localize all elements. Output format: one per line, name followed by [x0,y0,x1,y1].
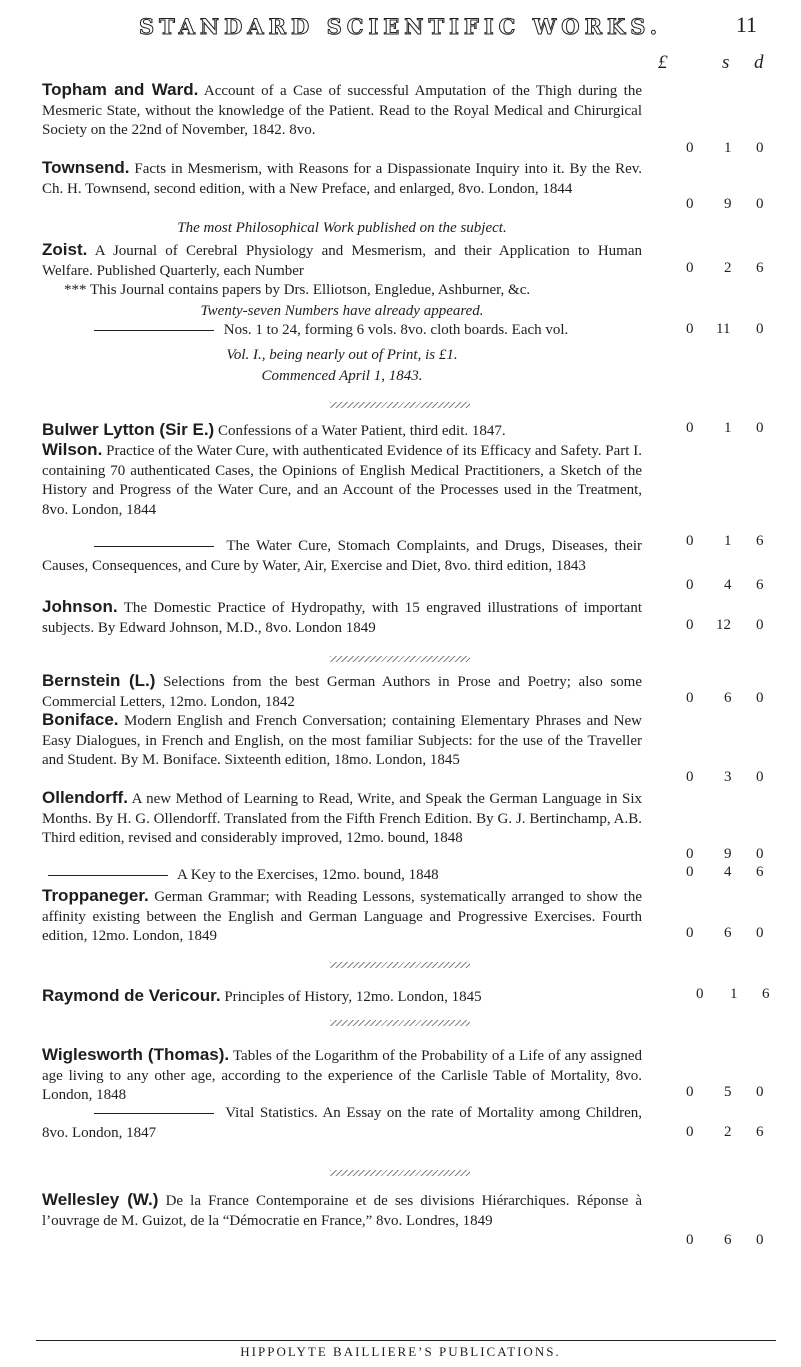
entry-author: Wilson. [42,440,103,459]
price-pence: 0 [756,140,764,156]
entry-water-cure [42,537,642,576]
entry-author: Bernstein (L.) [42,671,156,690]
entry-vital-statistics [42,1104,642,1143]
entry-zoist [42,240,642,281]
price-pence: 0 [756,925,764,941]
page-number: 11 [735,12,757,37]
price-shillings: 11 [716,321,731,337]
price-pence: 0 [756,1084,764,1100]
price-pence: 0 [756,690,764,706]
zoist-commenced-note: Commenced April 1, 1843. [261,368,423,384]
entry-troppaneger [42,886,642,947]
entry-author: Ollendorff. [42,788,128,807]
entry-author: Zoist. [42,240,88,259]
price-shillings: 6 [724,690,732,706]
price-pounds: 0 [686,140,694,156]
entry-bernstein [42,671,642,712]
entry-wellesley [42,1190,642,1231]
entry-description: The Water Cure, Stomach Complaints, and Drugs, Diseases, their Causes, Consequences, and Cure by Water, Air, Exercise and Diet, 8vo. third edition, 1843 [42,538,642,574]
entry-ollendorff [42,788,642,849]
price-shillings: 1 [724,140,732,156]
ditto-dash [94,546,214,547]
entry-townsend [42,158,642,199]
ornamental-divider [330,962,470,968]
price-pence: 0 [756,846,764,862]
price-pounds: 0 [686,1232,694,1248]
price-shillings: 1 [724,533,732,549]
price-pence: 6 [762,986,770,1002]
price-pounds: 0 [686,769,694,785]
price-pence: 6 [756,577,764,593]
entry-description: De la France Contemporaine et de ses divisions Hiérarchiques. Réponse à l’ouvrage de M. Guizot, de la “Démocratie en France,” 8vo. Londres, 1849 [42,1193,643,1229]
price-pounds: 0 [696,986,704,1002]
price-pounds: 0 [686,196,694,212]
entry-description: Vital Statistics. An Essay on the rate of Mortality among Children, 8vo. London, 1847 [42,1105,642,1141]
entry-raymond-de-vericour [42,986,662,1008]
price-shillings: 2 [724,260,732,276]
entry-wiglesworth [42,1045,642,1106]
price-pence: 0 [756,1232,764,1248]
entry-description: Confessions of a Water Patient, third edit. 1847. [217,423,506,439]
price-shillings: 9 [724,196,732,212]
entry-description: Account of a Case of successful Amputation of the Thigh during the Mesmeric State, without the knowledge of the Patient. Read to the Royal Medical and Chirurgical Society on the 22nd of November, 1842. 8vo. [42,83,642,138]
price-shillings: 1 [724,420,732,436]
footer-imprint: HIPPOLYTE BAILLIERE’S PUBLICATIONS. [240,1344,561,1359]
ornamental-divider [330,656,470,662]
price-shillings: 4 [724,577,732,593]
price-pounds: 0 [686,617,694,633]
entry-author: Boniface. [42,710,119,729]
price-shillings: 1 [730,986,738,1002]
price-pence: 6 [756,533,764,549]
price-pounds: 0 [686,864,694,880]
price-pounds: 0 [686,321,694,337]
zoist-contributors-note: *** This Journal contains papers by Drs. Elliotson, Engledue, Ashburner, &c. [64,282,531,298]
price-pounds: 0 [686,1124,694,1140]
price-pounds: 0 [686,260,694,276]
townsend-note: The most Philosophical Work published on the subject. [177,220,507,236]
entry-description: German Grammar; with Reading Lessons, systematically arranged to show the affinity existing between the English and German Language and Progressive Exercises. Fourth edition, 12mo. London, 1849 [42,889,642,944]
price-pounds: 0 [686,1084,694,1100]
pence-heading: d [754,52,764,73]
price-pence: 6 [756,864,764,880]
entry-description: The Domestic Practice of Hydropathy, with 15 engraved illustrations of important subjects. By Edward Johnson, M.D., 8vo. London 1849 [42,600,643,636]
entry-description: Principles of History, 12mo. London, 1845 [224,989,482,1005]
entry-author: Bulwer Lytton (Sir E.) [42,420,215,439]
zoist-vol-one-note: Vol. I., being nearly out of Print, is £1. [226,347,458,363]
entry-description: A new Method of Learning to Read, Write, and Speak the German Language in Six Months. By H. G. Ollendorff. Translated from the Fifth French Edition. By G. J. Bertinchamp, A.B. Third edition, revised and considerably improved, 12mo. bound, 1848 [42,791,642,846]
price-shillings: 4 [724,864,732,880]
entry-description: A Journal of Cerebral Physiology and Mesmerism, and their Application to Human Welfare. Published Quarterly, each Number [42,243,642,279]
ditto-dash [94,1113,214,1114]
entry-author: Townsend. [42,158,130,177]
price-shillings: 5 [724,1084,732,1100]
price-pence: 0 [756,420,764,436]
price-pence: 0 [756,321,764,337]
entry-topham-ward [42,80,642,141]
entry-author: Troppaneger. [42,886,149,905]
price-shillings: 6 [724,925,732,941]
entry-author: Wellesley (W.) [42,1190,159,1209]
entry-author: Raymond de Vericour. [42,986,221,1005]
entry-description: Practice of the Water Cure, with authenticated Evidence of its Efficacy and Safety. Part I. containing 70 authenticated Cases, the Opinions of English Medical Practitioners, a Sketch of the History and Progress of the Water Cure, and an Account of the Processes used in the Treatment, 8vo. London, 1844 [42,443,643,518]
price-shillings: 12 [716,617,731,633]
price-shillings: 2 [724,1124,732,1140]
entry-author: Johnson. [42,597,118,616]
ornamental-divider [330,1170,470,1176]
entry-bulwer-lytton [42,420,642,442]
entry-description: Modern English and French Conversation; containing Elementary Phrases and New Easy Dialogues, in French and English, on the most familiar Subjects: for the use of the Traveller and Student. By M. Boniface. Sixteenth edition, 18mo. London, 1845 [42,713,643,768]
entry-description: Selections from the best German Authors in Prose and Poetry; also some Commercial Letters, 12mo. London, 1842 [42,674,643,710]
price-pounds: 0 [686,690,694,706]
price-shillings: 9 [724,846,732,862]
zoist-numbers-note: Twenty-seven Numbers have already appeared. [200,303,484,319]
price-pence: 6 [756,260,764,276]
entry-ollendorff-key [42,866,642,886]
price-pounds: 0 [686,533,694,549]
pounds-heading: £ [658,52,668,73]
price-pounds: 0 [686,846,694,862]
price-shillings: 6 [724,1232,732,1248]
entry-author: Wiglesworth (Thomas). [42,1045,230,1064]
price-pence: 0 [756,196,764,212]
entry-author: Topham and Ward. [42,80,199,99]
entry-zoist-volumes [42,321,642,341]
price-pence: 0 [756,769,764,785]
ornamental-divider [330,402,470,408]
footer-rule [36,1340,776,1341]
price-pence: 0 [756,617,764,633]
entry-description: Nos. 1 to 24, forming 6 vols. 8vo. cloth boards. Each vol. [223,322,569,338]
price-pounds: 0 [686,925,694,941]
price-pounds: 0 [686,420,694,436]
shillings-heading: s [722,52,730,73]
entry-johnson [42,597,642,638]
entry-description: Tables of the Logarithm of the Probability of a Life of any assigned age living to any other age, according to the experience of the Carlisle Table of Mortality, 8vo. London, 1848 [42,1048,642,1103]
ditto-dash [94,330,214,331]
price-pounds: 0 [686,577,694,593]
entry-wilson [42,440,642,520]
entry-description: Facts in Mesmerism, with Reasons for a Dispassionate Inquiry into it. By the Rev. Ch. H. Townsend, second edition, with a New Preface, and enlarged, 8vo. London, 1844 [42,161,643,197]
price-shillings: 3 [724,769,732,785]
entry-boniface [42,710,642,771]
running-title: STANDARD SCIENTIFIC WORKS. [138,14,663,39]
ornamental-divider [330,1020,470,1026]
price-pence: 6 [756,1124,764,1140]
entry-description: A Key to the Exercises, 12mo. bound, 1848 [176,867,439,883]
ditto-dash [48,875,168,876]
